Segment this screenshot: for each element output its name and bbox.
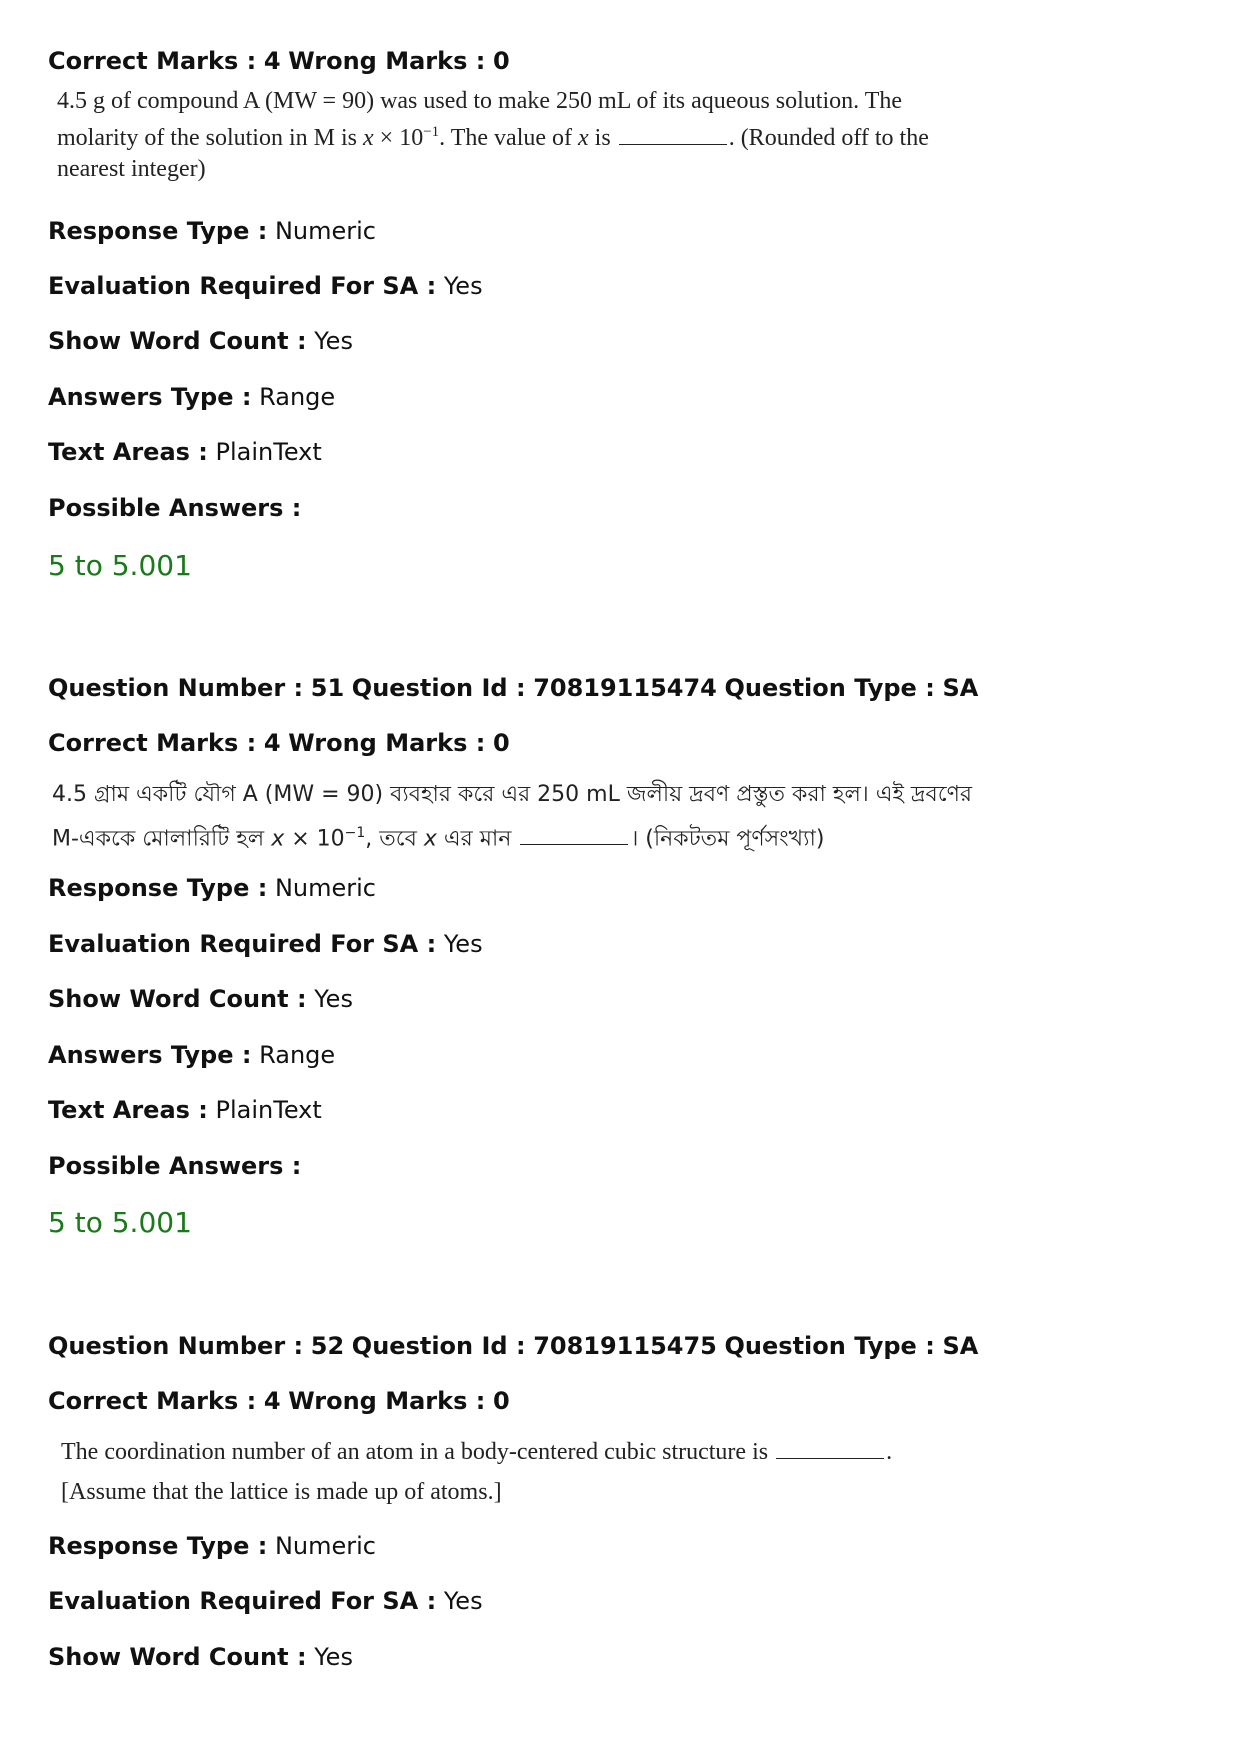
answer-blank bbox=[520, 824, 628, 845]
wrong-marks-value: 0 bbox=[492, 47, 510, 75]
q52-show-word-count: Show Word Count : Yes bbox=[48, 1643, 353, 1671]
q51-answers-type: Answers Type : Range bbox=[48, 1041, 336, 1069]
q50-answers-type: Answers Type : Range bbox=[48, 383, 336, 411]
q52-evaluation-required: Evaluation Required For SA : Yes bbox=[48, 1587, 483, 1615]
question-number: 51 bbox=[310, 674, 345, 702]
question-type: SA bbox=[942, 674, 979, 702]
q50-marks-line bbox=[48, 46, 510, 76]
q50-evaluation-required: Evaluation Required For SA : Yes bbox=[48, 272, 483, 300]
question-number: 52 bbox=[310, 1332, 345, 1360]
q51-possible-answers-label: Possible Answers : bbox=[48, 1152, 302, 1180]
answer-blank bbox=[619, 124, 727, 145]
q50-possible-answers-label: Possible Answers : bbox=[48, 494, 302, 522]
q51-marks-line: Correct Marks : 4 Wrong Marks : 0 bbox=[48, 729, 510, 757]
q50-text-areas: Text Areas : PlainText bbox=[48, 438, 322, 466]
q50-text-line-3: nearest integer) bbox=[57, 156, 206, 182]
q50-possible-answer: 5 to 5.001 bbox=[48, 549, 192, 582]
q51-possible-answer: 5 to 5.001 bbox=[48, 1206, 192, 1239]
q51-response-type: Response Type : Numeric bbox=[48, 874, 376, 902]
q52-response-type: Response Type : Numeric bbox=[48, 1532, 376, 1560]
q50-text-line-2: molarity of the solution in M is $x \times 10^{-1}$. The value of x is . (Rounded off to the bbox=[57, 124, 929, 151]
q50-show-word-count: Show Word Count : Yes bbox=[48, 327, 353, 355]
q51-text-areas: Text Areas : PlainText bbox=[48, 1096, 322, 1124]
q51-text-line-1: 4.5 গ্রাম একটি যৌগ A (MW = 90) ব্যবহার করে এর 250 mL জলীয় দ্রবণ প্রস্তুত করা হল। এই দ্রবণের bbox=[52, 782, 973, 807]
q51-text-line-2: M-এককে মোলারিটি হল $x \times 10^{-1}$, তবে x এর মান । (নিকটতম পূর্ণসংখ্যা) bbox=[52, 825, 825, 852]
q51-header: Question Number : 51 Question Id : 70819115474 Question Type : SA bbox=[48, 674, 979, 702]
answer-blank bbox=[776, 1438, 884, 1459]
q52-question-text bbox=[61, 1432, 892, 1512]
wrong-marks-label: Wrong Marks : bbox=[288, 47, 486, 75]
question-id: 70819115474 bbox=[533, 674, 717, 702]
q52-marks-line: Correct Marks : 4 Wrong Marks : 0 bbox=[48, 1387, 510, 1415]
q50-text-line-1: 4.5 g of compound A (MW = 90) was used to make 250 mL of its aqueous solution. The bbox=[57, 88, 903, 114]
q50-response-type: Response Type : Numeric bbox=[48, 217, 376, 245]
correct-marks-value: 4 bbox=[263, 47, 281, 75]
question-id: 70819115475 bbox=[533, 1332, 717, 1360]
q50-question-text bbox=[57, 86, 929, 185]
q51-evaluation-required: Evaluation Required For SA : Yes bbox=[48, 930, 483, 958]
correct-marks-label: Correct Marks : bbox=[48, 47, 257, 75]
q52-text-line-1: The coordination number of an atom in a body-centered cubic structure is . bbox=[61, 1439, 893, 1465]
q51-question-text bbox=[52, 776, 972, 858]
question-type: SA bbox=[942, 1332, 979, 1360]
q52-header: Question Number : 52 Question Id : 70819115475 Question Type : SA bbox=[48, 1332, 979, 1360]
q52-text-line-2: [Assume that the lattice is made up of atoms.] bbox=[61, 1479, 502, 1505]
q51-show-word-count: Show Word Count : Yes bbox=[48, 985, 353, 1013]
